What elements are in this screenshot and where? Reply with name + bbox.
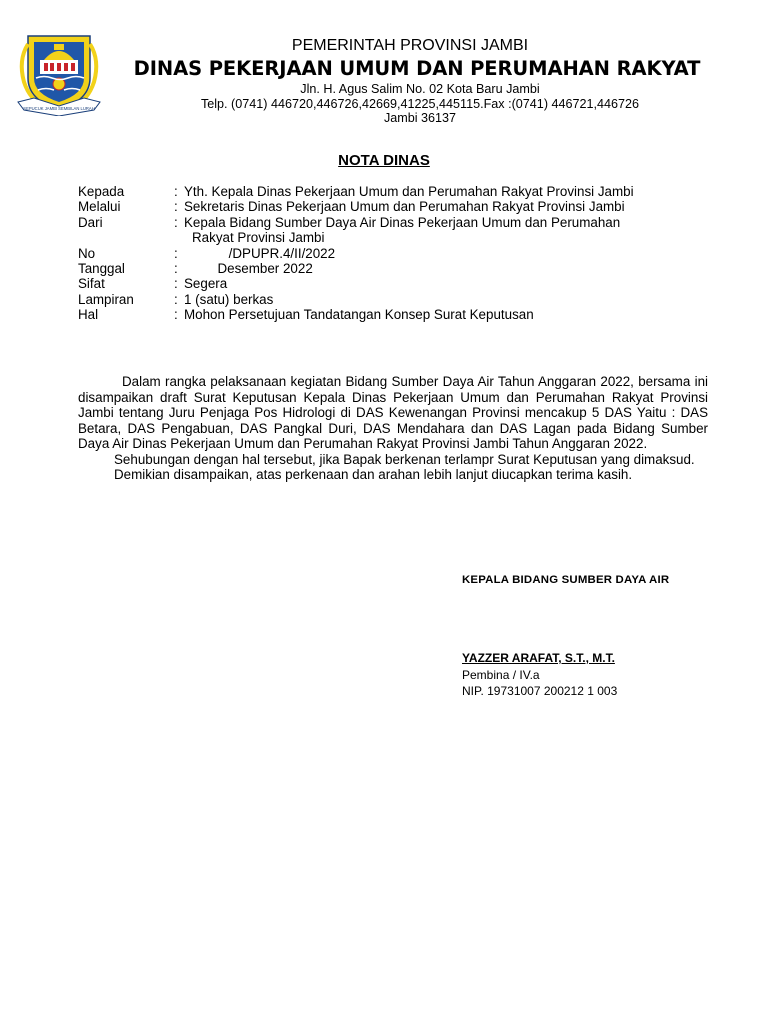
field-label: Melalui xyxy=(78,199,121,215)
body-paragraph-2: Sehubungan dengan hal tersebut, jika Bapak berkenan terlampr Surat Keputusan yang dimaksud. xyxy=(114,451,695,467)
field-colon: : xyxy=(174,276,178,292)
field-colon: : xyxy=(174,214,178,230)
field-kepada xyxy=(78,184,718,199)
field-colon: : xyxy=(174,199,178,215)
field-label: Hal xyxy=(78,307,99,323)
jambi-province-emblem-icon xyxy=(14,30,104,116)
field-colon: : xyxy=(174,307,178,323)
field-value-line1: Kepala Bidang Sumber Daya Air Dinas Pekerjaan Umum dan Perumahan xyxy=(184,214,621,230)
field-no xyxy=(78,246,718,261)
field-label: Dari xyxy=(78,214,103,230)
letterhead-government: PEMERINTAH PROVINSI JAMBI xyxy=(291,37,529,54)
field-colon: : xyxy=(174,291,178,307)
memo-fields xyxy=(78,184,718,323)
letterhead-phone: Telp. (0741) 446720,446726,42669,41225,445115.Fax :(0741) 446721,446726 xyxy=(200,96,640,111)
signer-position: KEPALA BIDANG SUMBER DAYA AIR xyxy=(462,574,670,586)
field-melalui xyxy=(78,199,718,214)
field-value: Desember 2022 xyxy=(184,261,313,277)
field-sifat xyxy=(78,276,718,291)
field-value xyxy=(184,215,718,246)
field-hal xyxy=(78,307,718,322)
field-label: Kepada xyxy=(78,184,125,199)
letterhead-address: Jln. H. Agus Salim No. 02 Kota Baru Jambi xyxy=(300,82,540,96)
field-value-line2: Rakyat Provinsi Jambi xyxy=(192,230,325,246)
field-lampiran xyxy=(78,292,718,307)
field-value: Segera xyxy=(184,276,228,292)
signer-nip: NIP. 19731007 200212 1 003 xyxy=(462,684,618,698)
field-label: Lampiran xyxy=(78,291,134,307)
letterhead-agency: DINAS PEKERJAAN UMUM DAN PERUMAHAN RAKYAT xyxy=(133,57,701,80)
body-paragraph-3: Demikian disampaikan, atas perkenaan dan arahan lebih lanjut diucapkan terima kasih. xyxy=(114,467,633,482)
letterhead xyxy=(100,36,720,126)
field-value: Sekretaris Dinas Pekerjaan Umum dan Perumahan Rakyat Provinsi Jambi xyxy=(184,199,625,215)
field-value: /DPUPR.4/II/2022 xyxy=(184,245,336,261)
signature-block xyxy=(462,574,742,698)
emblem-svg xyxy=(14,30,104,116)
signer-name: YAZZER ARAFAT, S.T., M.T. xyxy=(462,651,615,665)
letterhead-city: Jambi 36137 xyxy=(383,111,457,125)
field-colon: : xyxy=(174,184,178,199)
field-colon: : xyxy=(174,261,178,277)
memo-body xyxy=(78,374,708,483)
field-value: 1 (satu) berkas xyxy=(184,291,274,307)
field-label: Sifat xyxy=(78,276,105,292)
signer-rank: Pembina / IV.a xyxy=(462,668,540,682)
logo-motto: SEPUCUK JAMBI SEMBILAN LURAH xyxy=(23,106,95,111)
field-value: Mohon Persetujuan Tandatangan Konsep Surat Keputusan xyxy=(184,307,534,323)
field-dari xyxy=(78,215,718,246)
field-tanggal xyxy=(78,261,718,276)
field-colon: : xyxy=(174,245,178,261)
field-value: Yth. Kepala Dinas Pekerjaan Umum dan Perumahan Rakyat Provinsi Jambi xyxy=(184,184,634,199)
body-paragraph-1: Dalam rangka pelaksanaan kegiatan Bidang Sumber Daya Air Tahun Anggaran 2022, bersama ini disampaikan draft Surat Keputusan Kepala Dinas Pekerjaan Umum dan Perumahan Rakyat Provinsi Jambi tentang Juru Penjaga Pos Hidrologi di DAS Kewenangan Provinsi mencakup 5 DAS Yaitu : DAS Betara, DAS Pengabuan, DAS Pangkal Duri, DAS Mendahara dan DAS Lagan pada Bidang Sumber Daya Air Dinas Pekerjaan Umum dan Perumahan Rakyat Provinsi Jambi Tahun Anggaran 2022. xyxy=(78,374,708,451)
document-title: NOTA DINAS xyxy=(338,152,430,169)
field-label: Tanggal xyxy=(78,261,125,277)
field-label: No xyxy=(78,245,96,261)
